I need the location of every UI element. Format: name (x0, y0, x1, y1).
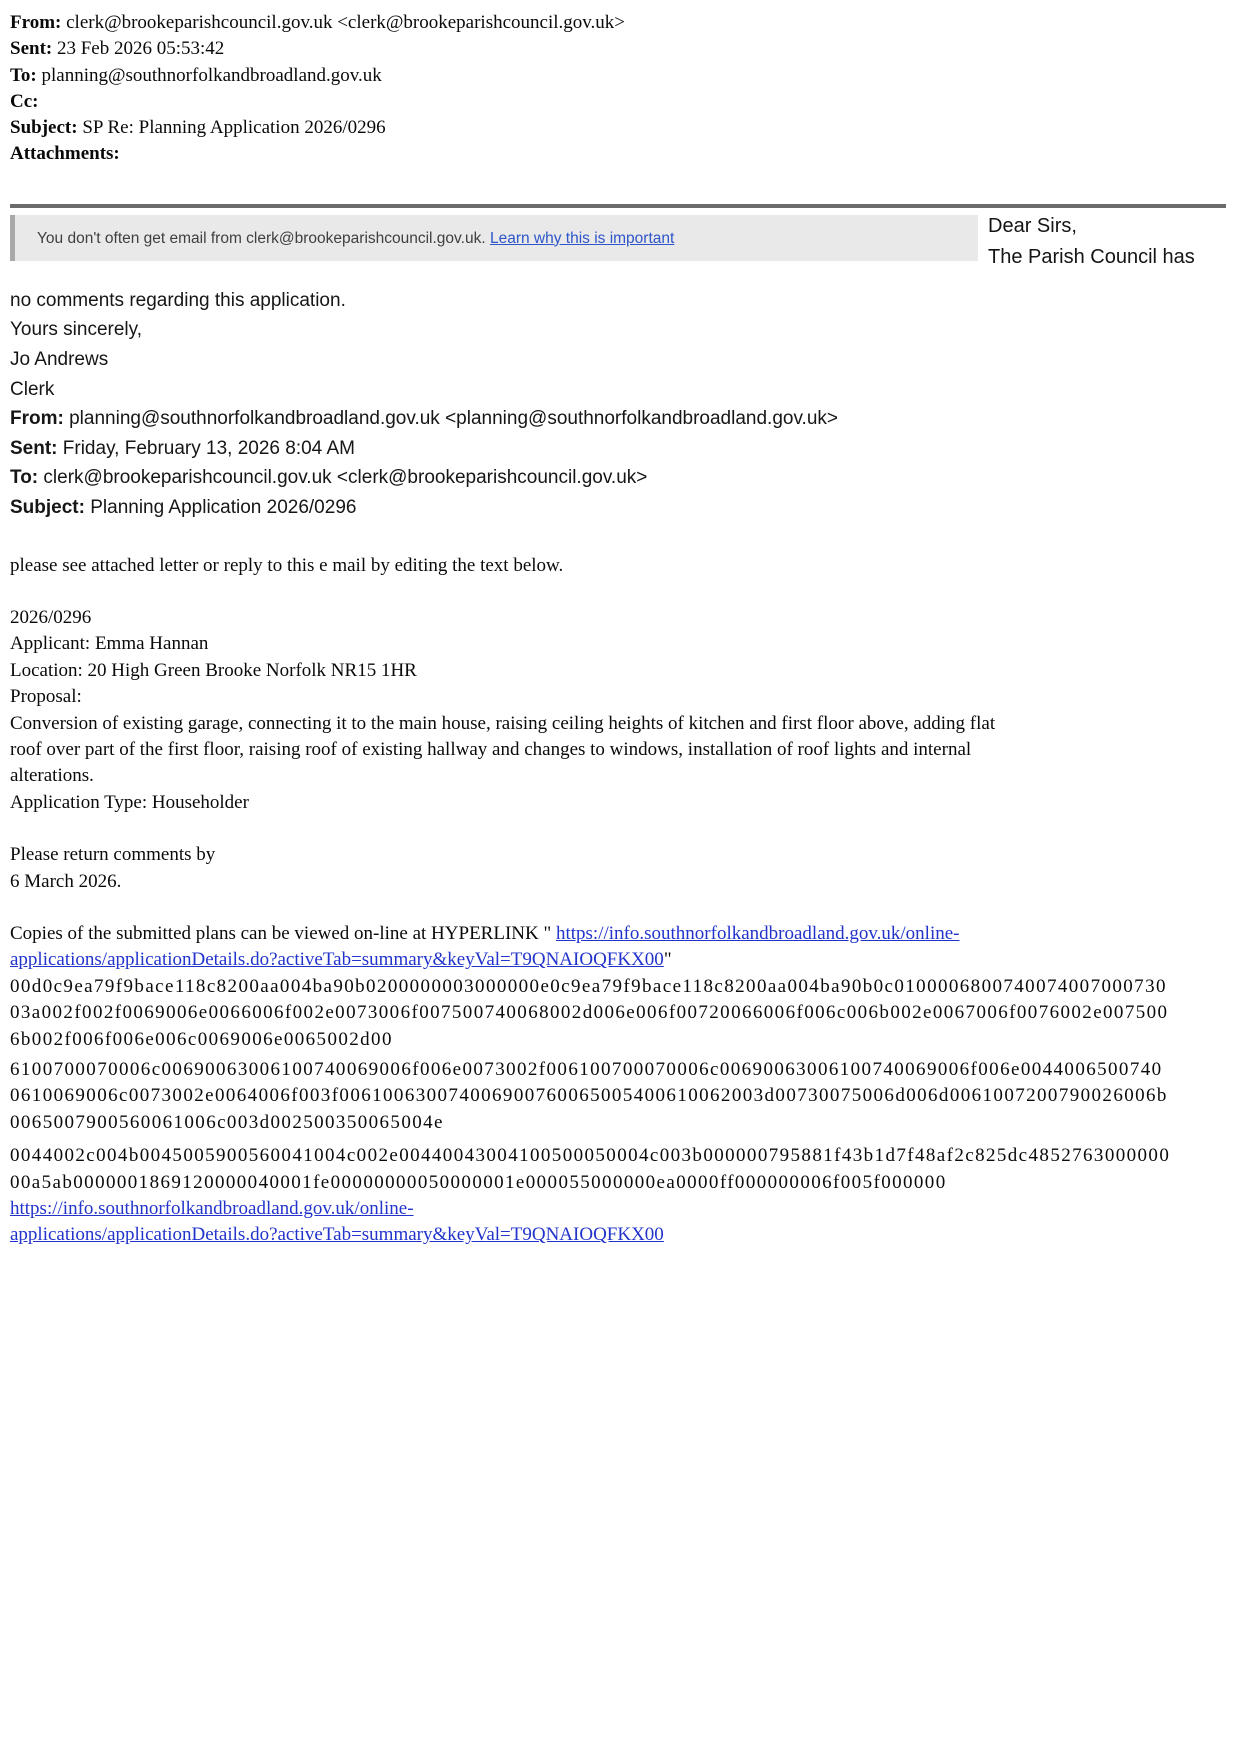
footer-link-line1[interactable]: https://info.southnorfolkandbroadland.gov.uk/online- (10, 1198, 414, 1220)
hex-line: 6100700070006c00690063006100740069006f006e0073002f006100700070006c00690063006100740069006f006e0044006500740 (10, 1059, 1163, 1081)
copies-line (10, 921, 1232, 947)
hex-line: 03a002f002f0069006e0066006f002e0073006f007500740068002d006e006f00720066006f006c006b002e0067006f0076002e007500 (10, 1002, 1169, 1024)
reply-greeting: Dear Sirs, (988, 214, 1077, 237)
field-value: clerk@brookeparishcouncil.gov.uk <clerk@brookeparishcouncil.gov.uk> (38, 467, 648, 489)
header-field-attachments (10, 141, 1232, 167)
application-reference: 2026/0296 (10, 606, 92, 628)
hex-line: 00d0c9ea79f9bace118c8200aa004ba90b0200000003000000e0c9ea79f9bace118c8200aa004ba90b0c0100006800740074007000730 (10, 975, 1167, 997)
signature-name: Jo Andrews (10, 348, 109, 370)
header-field-cc (10, 89, 1232, 115)
hex-dump (10, 974, 1232, 1196)
hex-line: 6b002f006f006e006c0069006e0065002d00 (10, 1028, 393, 1050)
proposal-line: roof over part of the first floor, raising roof of existing hallway and changes to windows, installation of roof lights and internal (10, 738, 972, 760)
plans-link-line2[interactable]: applications/applicationDetails.do?activeTab=summary&keyVal=T9QNAIOQFKX00 (10, 949, 664, 971)
copies-line-2 (10, 947, 1232, 973)
return-comments-line: Please return comments by (10, 844, 216, 866)
banner-text: You don't often get email from clerk@brookeparishcouncil.gov.uk. (37, 229, 486, 247)
header-field-from (10, 10, 1232, 36)
field-value: Planning Application 2026/0296 (84, 496, 357, 518)
field-value: clerk@brookeparishcouncil.gov.uk <clerk@brookeparishcouncil.gov.uk> (61, 12, 625, 33)
footer-link-row-2 (10, 1222, 1232, 1248)
field-value: 23 Feb 2026 05:53:42 (52, 38, 225, 60)
proposal-label: Proposal: (10, 686, 82, 708)
blank-line (10, 816, 1232, 842)
field-value: Friday, February 13, 2026 8:04 AM (57, 437, 355, 459)
field-label: Sent: (10, 437, 58, 459)
header-field-subject (10, 115, 1232, 141)
reply-line: The Parish Council has (988, 245, 1195, 268)
blank-line (10, 579, 1232, 605)
banner-row (10, 215, 1232, 273)
location-line: Location: 20 High Green Brooke Norfolk NR15 1HR (10, 659, 417, 681)
hex-line: 0610069006c0073002e0064006f003f006100630074006900760065005400610062003d00730075006d006d0061007200790026006b (10, 1085, 1168, 1107)
quoted-field-to (10, 463, 1232, 493)
proposal-line: Conversion of existing garage, connecting it to the main house, raising ceiling heights of kitchen and first floor above, adding flat (10, 712, 996, 734)
reply-closing: Yours sincerely, (10, 319, 143, 341)
learn-why-link[interactable]: Learn why this is important (489, 229, 675, 247)
proposal-line: alterations. (10, 765, 94, 787)
footer-link-line2[interactable]: applications/applicationDetails.do?activeTab=summary&keyVal=T9QNAIOQFKX00 (10, 1224, 664, 1246)
field-label: From: (10, 408, 64, 430)
external-sender-banner (10, 215, 978, 261)
field-label: Attachments: (10, 143, 120, 165)
reply-line: no comments regarding this application. (10, 289, 346, 311)
applicant-line: Applicant: Emma Hannan (10, 633, 209, 655)
quoted-field-subject (10, 493, 1232, 523)
header-field-to (10, 63, 1232, 89)
field-label: To: (10, 64, 37, 86)
field-label: Sent: (10, 38, 53, 60)
field-value: planning@southnorfolkandbroadland.gov.uk <planning@southnorfolkandbroadland.gov.uk> (63, 408, 838, 430)
hex-line: 0044002c004b0045005900560041004c002e00440043004100500050004c003b000000795881f43b1d7f48af2c825dc4852763000000 (10, 1145, 1171, 1167)
field-label: Subject: (10, 496, 85, 518)
field-value: SP Re: Planning Application 2026/0296 (77, 117, 386, 139)
footer-link-row-1 (10, 1196, 1232, 1222)
quoted-field-sent (10, 434, 1232, 464)
application-type-line: Application Type: Householder (10, 791, 249, 813)
copies-suffix: " (663, 949, 672, 971)
copies-prefix: Copies of the submitted plans can be viewed on-line at HYPERLINK " (10, 923, 556, 944)
return-date-line: 6 March 2026. (10, 870, 122, 892)
hex-line: 00a5ab0000001869120000040001fe00000000050000001e000055000000ea0000ff000000006f005f000000 (10, 1171, 947, 1193)
field-label: To: (10, 467, 39, 489)
divider-rule (10, 204, 1226, 208)
hex-line: 0065007900560061006c003d002500350065004e (10, 1111, 444, 1133)
plans-link-line1[interactable]: https://info.southnorfolkandbroadland.gov.uk/online- (555, 923, 960, 944)
field-label: From: (10, 12, 62, 33)
field-value: planning@southnorfolkandbroadland.gov.uk (36, 64, 382, 86)
quoted-body (10, 553, 1232, 1249)
header-field-sent (10, 36, 1232, 62)
field-label: Cc: (10, 90, 39, 112)
field-label: Subject: (10, 117, 78, 139)
reply-start (988, 211, 1195, 273)
signature-role: Clerk (10, 378, 55, 400)
blank-line (10, 895, 1232, 921)
quoted-field-from (10, 404, 1232, 434)
body-intro: please see attached letter or reply to this e mail by editing the text below. (10, 554, 564, 576)
reply-block (10, 286, 1232, 523)
email-header-top (10, 10, 1232, 168)
